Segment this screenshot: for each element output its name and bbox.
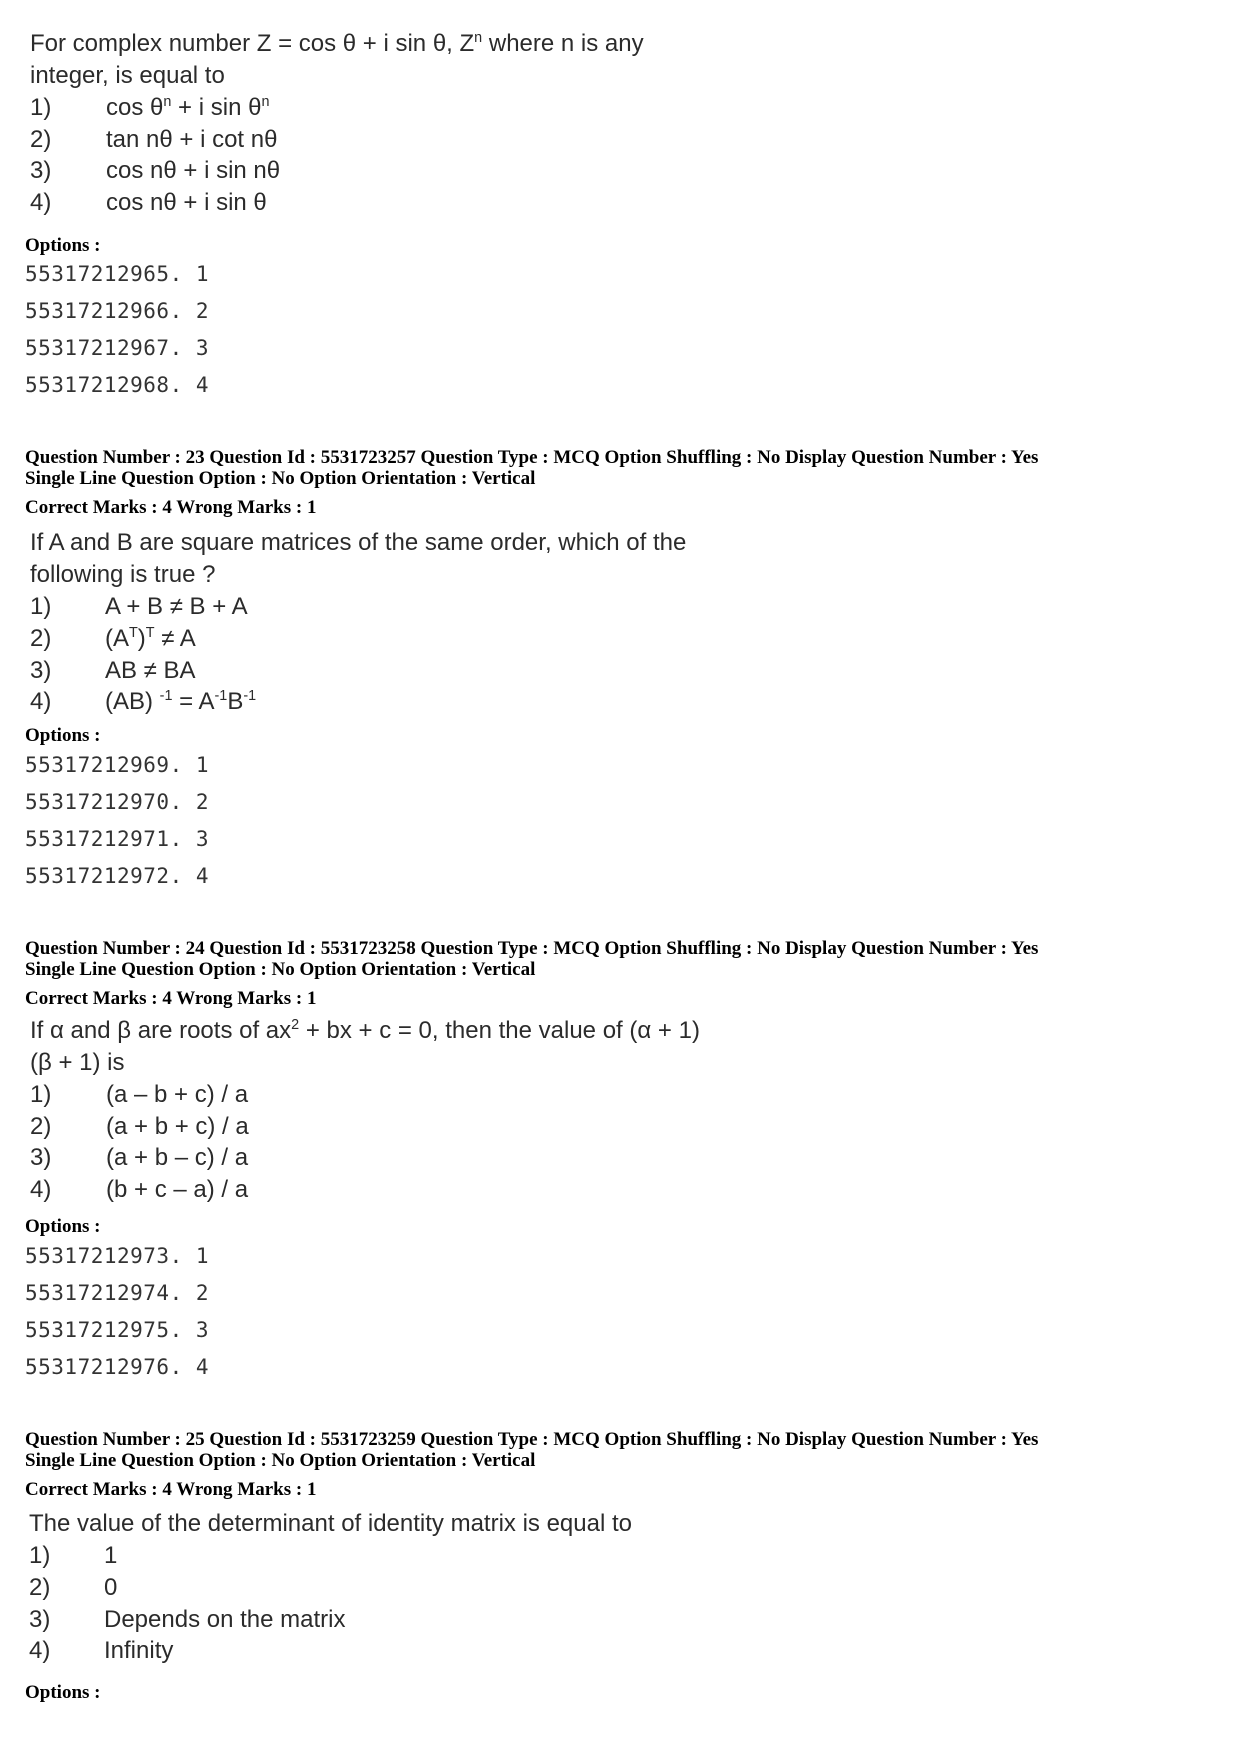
question-meta-line-1: Question Number : 25 Question Id : 5531723259 Question Type : MCQ Option Shuffling : No Display Question Number : Yes (25, 1429, 1039, 1450)
choice-number: 4) (30, 1176, 52, 1203)
choice-number: 4) (30, 189, 52, 216)
question-stem-line-1: If A and B are square matrices of the same order, which of the (30, 529, 687, 556)
question-marks: Correct Marks : 4 Wrong Marks : 1 (25, 988, 317, 1009)
question-stem-line-1: The value of the determinant of identity matrix is equal to (29, 1510, 632, 1537)
choice-number: 1) (30, 1081, 52, 1108)
choice-text: $\cos \theta^n + i$ $\sin \theta^n$ (106, 94, 270, 121)
choice-number: 2) (30, 1113, 52, 1140)
question-stem-line-1: If α and β are roots of $ax^2$ + bx + c = 0, then the value of (α + 1) (30, 1017, 700, 1044)
option-id: 55317212975. 3 (25, 1318, 210, 1342)
choice-number: 2) (30, 126, 52, 153)
question-marks: Correct Marks : 4 Wrong Marks : 1 (25, 497, 317, 518)
choice-text: (b + c – a) / a (106, 1176, 249, 1203)
option-id: 55317212968. 4 (25, 373, 210, 397)
choice-text: (a + b + c) / a (106, 1113, 249, 1140)
choice-number: 1) (29, 1542, 51, 1569)
question-meta-line-2: Single Line Question Option : No Option Orientation : Vertical (25, 959, 536, 980)
options-label: Options : (25, 725, 101, 746)
choice-number: 3) (30, 1144, 52, 1171)
options-label: Options : (25, 1216, 101, 1237)
choice-number: 4) (29, 1637, 51, 1664)
question-meta-line-1: Question Number : 24 Question Id : 5531723258 Question Type : MCQ Option Shuffling : No Display Question Number : Yes (25, 938, 1039, 959)
option-id: 55317212974. 2 (25, 1281, 210, 1305)
option-id: 55317212970. 2 (25, 790, 210, 814)
option-id: 55317212972. 4 (25, 864, 210, 888)
question-marks: Correct Marks : 4 Wrong Marks : 1 (25, 1479, 317, 1500)
question-stem-line-2: integer, is equal to (30, 62, 225, 89)
choice-number: 4) (30, 688, 52, 715)
choice-text: cos nθ + i sin nθ (106, 157, 281, 184)
option-id: 55317212966. 2 (25, 299, 210, 323)
choice-number: 2) (29, 1574, 51, 1601)
question-meta-line-2: Single Line Question Option : No Option Orientation : Vertical (25, 1450, 536, 1471)
choice-text: 1 (104, 1542, 118, 1569)
option-id: 55317212971. 3 (25, 827, 210, 851)
option-id: 55317212976. 4 (25, 1355, 210, 1379)
option-id: 55317212973. 1 (25, 1244, 210, 1268)
option-id: 55317212967. 3 (25, 336, 210, 360)
question-stem-line-2: following is true ? (30, 561, 216, 588)
choice-number: 3) (30, 657, 52, 684)
question-stem-line-1: For complex number Z = cos θ + i sin θ, $Z^n$ where n is any (30, 30, 644, 57)
choice-text: (a + b – c) / a (106, 1144, 249, 1171)
choice-text: 0 (104, 1574, 118, 1601)
question-meta-line-2: Single Line Question Option : No Option Orientation : Vertical (25, 468, 536, 489)
option-id: 55317212965. 1 (25, 262, 210, 286)
option-id: 55317212969. 1 (25, 753, 210, 777)
options-label: Options : (25, 1682, 101, 1703)
choice-number: 1) (30, 94, 52, 121)
choice-text: (AB) $^{-1} = A^{-1}B^{-1}$ (105, 688, 257, 715)
question-meta-line-1: Question Number : 23 Question Id : 5531723257 Question Type : MCQ Option Shuffling : No Display Question Number : Yes (25, 447, 1039, 468)
options-label: Options : (25, 235, 101, 256)
choice-text: $(A^T)^T \ne A$ (105, 625, 196, 652)
choice-text: Infinity (104, 1637, 174, 1664)
choice-text: Depends on the matrix (104, 1606, 346, 1633)
question-stem-line-2: (β + 1) is (30, 1049, 125, 1076)
choice-text: cos nθ + i sin θ (106, 189, 267, 216)
choice-text: AB ≠ BA (105, 657, 196, 684)
choice-number: 3) (29, 1606, 51, 1633)
choice-number: 1) (30, 593, 52, 620)
choice-text: (a – b + c) / a (106, 1081, 249, 1108)
choice-number: 2) (30, 625, 52, 652)
choice-number: 3) (30, 157, 52, 184)
choice-text: A + B ≠ B + A (105, 593, 248, 620)
choice-text: tan nθ + i cot nθ (106, 126, 278, 153)
